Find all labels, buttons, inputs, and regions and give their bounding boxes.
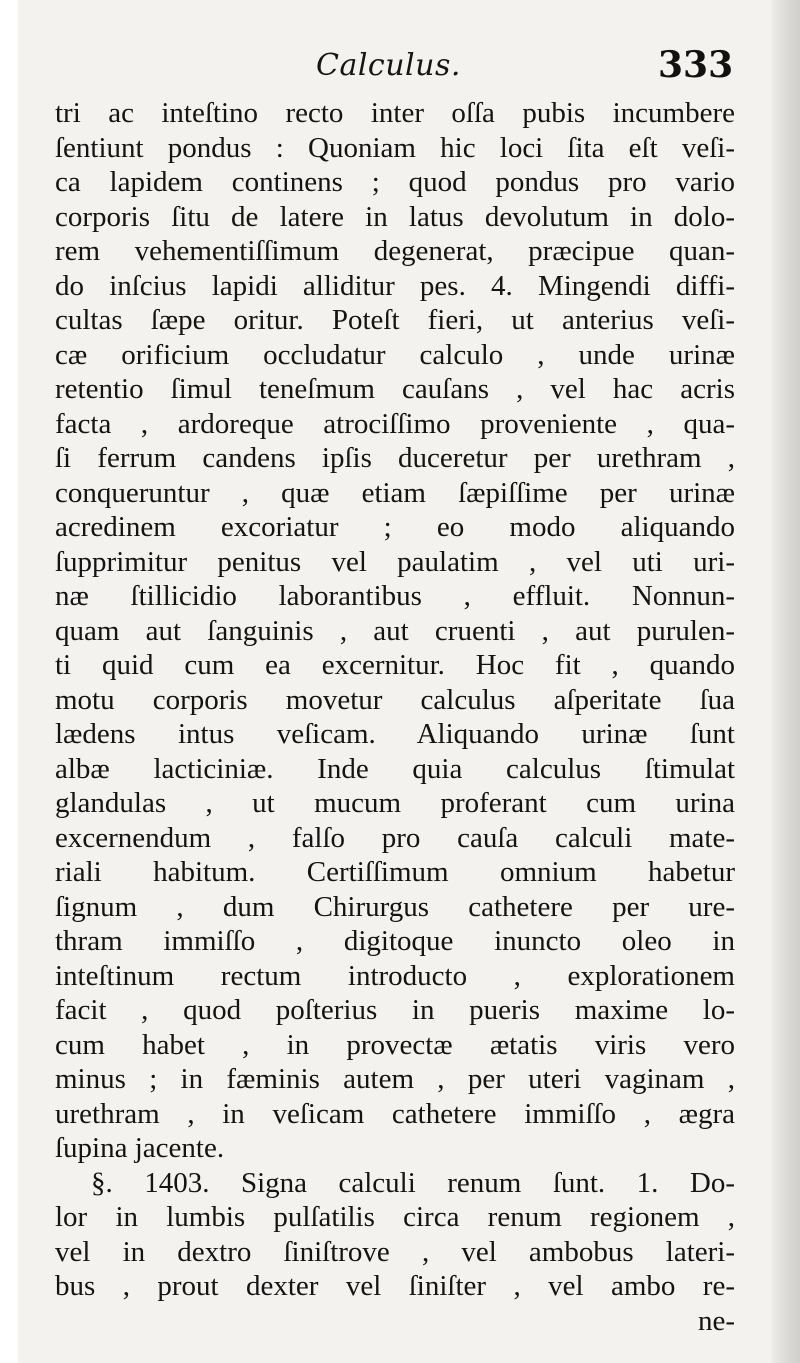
text-line: cæ orificium occludatur calculo , unde urinæ (55, 338, 735, 371)
text-line: ſentiunt pondus : Quoniam hic loci ſita eſt veſi- (55, 131, 735, 164)
text-line: facta , ardoreque atrociſſimo proveniente , qua- (55, 407, 735, 440)
text-line: albæ lacticiniæ. Inde quia calculus ſtimulat (55, 752, 735, 785)
text-line: lædens intus veſicam. Aliquando urinæ ſunt (55, 718, 735, 750)
text-line: conqueruntur , quæ etiam ſæpiſſime per urinæ (55, 476, 735, 509)
text-line: ſupprimitur penitus vel paulatim , vel uti uri- (55, 545, 735, 578)
text-line: bus , prout dexter vel ſiniſter , vel ambo re- (55, 1270, 735, 1302)
text-line: quam aut ſanguinis , aut cruenti , aut purulen- (55, 614, 735, 647)
running-title: Calculus. (316, 48, 461, 83)
text-line: minus ; in fæminis autem , per uteri vaginam , (55, 1063, 735, 1095)
text-line: excernendum , falſo pro cauſa calculi mate- (55, 821, 735, 854)
text-line: ſi ferrum candens ipſis duceretur per urethram , (55, 442, 735, 474)
text-line: thram immiſſo , digitoque inuncto oleo in (55, 925, 735, 957)
text-line: cum habet , in provectæ ætatis viris vero (55, 1028, 735, 1061)
text-line: ti quid cum ea excernitur. Hoc fit , quando (55, 649, 735, 681)
text-line: lor in lumbis pulſatilis circa renum regionem , (55, 1201, 735, 1233)
text-line: acredinem excoriatur ; eo modo aliquando (55, 511, 735, 543)
text-line: glandulas , ut mucum proferant cum urina (55, 787, 735, 819)
section-heading-line: §. 1403. Signa calculi renum ſunt. 1. Do- (91, 1166, 735, 1199)
text-line: riali habitum. Certiſſimum omnium habetur (55, 856, 735, 888)
text-line: næ ſtillicidio laborantibus , effluit. Nonnun- (55, 580, 735, 612)
text-line: tri ac inteſtino recto inter oſſa pubis incumbere (55, 97, 735, 129)
paragraph-end-line: ſupina jacente. (55, 1132, 225, 1164)
body-text (55, 96, 735, 1338)
text-line: corporis ſitu de latere in latus devolutum in dolo- (55, 200, 735, 233)
text-line: retentio ſimul teneſmum cauſans , vel hac acris (55, 373, 735, 405)
page-gutter-shadow (772, 0, 800, 1363)
text-line: vel in dextro ſiniſtrove , vel ambobus lateri- (55, 1235, 735, 1268)
text-line: inteſtinum rectum introducto , explorationem (55, 959, 735, 992)
text-line: do inſcius lapidi alliditur pes. 4. Mingendi diffi- (55, 269, 735, 302)
text-line: facit , quod poſterius in pueris maxime lo- (55, 994, 735, 1026)
text-line: cultas ſæpe oritur. Poteſt fieri, ut anterius veſi- (55, 304, 735, 336)
catchword: ne- (697, 1304, 735, 1337)
text-line: motu corporis movetur calculus aſperitate ſua (55, 683, 735, 716)
page-left-margin (0, 0, 18, 1363)
text-line: rem vehementiſſimum degenerat, præcipue quan- (55, 235, 735, 267)
text-line: ſignum , dum Chirurgus cathetere per ure- (55, 890, 735, 923)
text-line: ca lapidem continens ; quod pondus pro vario (55, 166, 735, 198)
page-header (0, 40, 800, 100)
text-line: urethram , in veſicam cathetere immiſſo , ægra (55, 1097, 735, 1130)
page-number: 333 (658, 44, 734, 86)
